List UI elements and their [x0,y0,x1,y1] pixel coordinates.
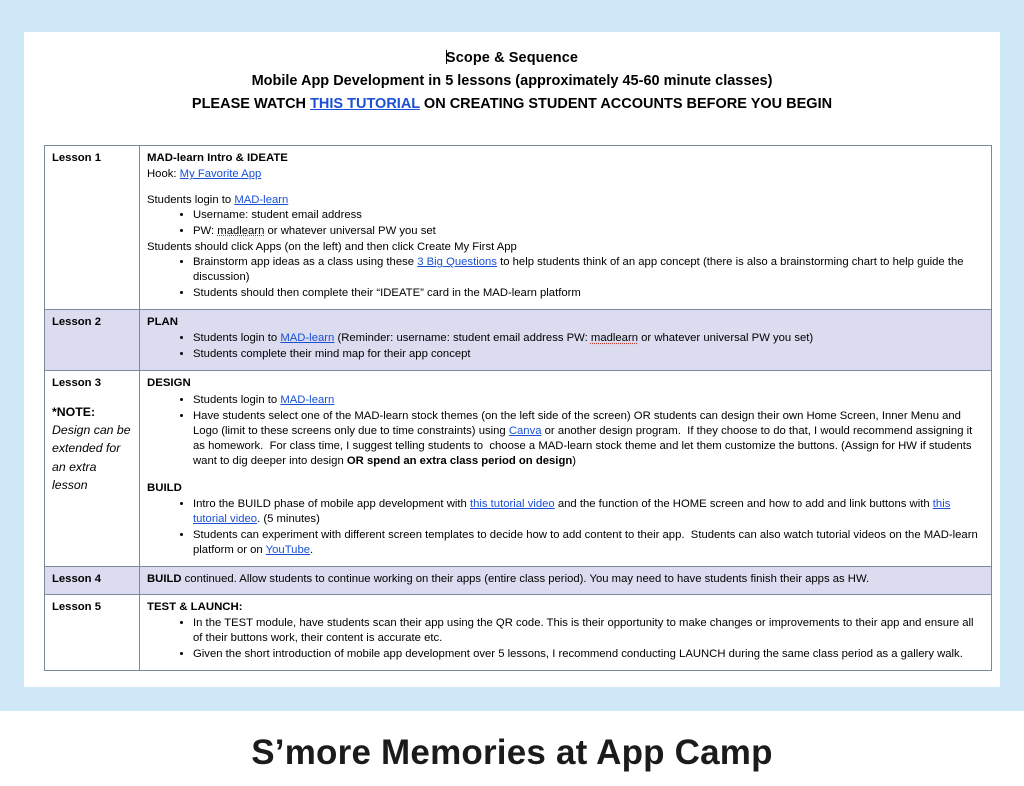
list-item-text: In the TEST module, have students scan their app using the QR code. This is their opportunity to make changes or improvements to their app and ensure all of their buttons work, their content is accurate etc. [193,617,974,645]
list-item [193,647,984,662]
spellcheck-word: madlearn [217,225,265,238]
hook-line [147,167,984,182]
table-row [45,566,992,594]
document-title-text: Scope & Sequence [445,50,579,66]
mad-learn-link[interactable]: MAD-learn [280,393,335,406]
lesson-content-cell [140,146,992,310]
section-title: MAD-learn Intro & IDEATE [147,152,288,164]
mad-learn-link[interactable]: MAD-learn [280,332,335,345]
lesson1-bullets [147,255,984,301]
table-row [45,310,992,371]
list-item: • Students can experiment with different screen templates to decide how to add content to their app. Students can also watch tutorial videos on the MAD-learn platform or on YouTube. [193,528,984,558]
document-header [24,32,1000,112]
three-big-questions-link[interactable]: 3 Big Questions [417,256,497,269]
lesson-label: Lesson 3 [52,377,101,390]
lesson-label-cell [45,310,140,371]
section-title: DESIGN [147,377,191,390]
lesson5-bullets [147,616,984,662]
scope-and-sequence-table [44,145,992,671]
lesson-label: Lesson 1 [52,152,101,164]
table-row [45,594,992,670]
apps-line: Students should click Apps (on the left) and then click Create My First App [147,241,517,254]
my-favorite-app-link[interactable]: My Favorite App [179,168,262,181]
table-row [45,146,992,310]
notice-suffix: ON CREATING STUDENT ACCOUNTS BEFORE YOU BEGIN [419,96,833,112]
list-item: • Have students select one of the MAD-learn stock themes (on the left side of the screen) OR students can design their own Home Screen, Inner Menu and Logo (limit to these screens only due to time constraints) using Canva or another design program. If they choose to do that, I would recommend assigning it as homework. For class time, I suggest telling students to choose a MAD-learn stock theme and let them customize the buttons. (Assign for HW if students want to dig deeper into design OR spend an extra class period on design) [193,409,984,469]
table-row [45,371,992,566]
lesson-label: Lesson 4 [52,572,101,585]
list-item-text: Students should then complete their “IDEATE” card in the MAD-learn platform [193,287,581,300]
notice-prefix: PLEASE WATCH [191,96,311,112]
list-item-text: Username: student email address [193,209,362,222]
canva-link[interactable]: Canva [508,424,542,437]
lesson-content-cell [140,566,992,594]
lesson-content-cell [140,594,992,670]
lesson-content-cell [140,371,992,566]
document-title [24,50,1000,66]
list-item: • PW: madlearn or whatever universal PW you set [193,224,984,239]
credentials-list [147,208,984,239]
mad-learn-link[interactable]: MAD-learn [234,194,289,207]
document-notice [24,96,1000,112]
login-line [147,193,984,208]
spellcheck-word: madlearn [590,332,639,345]
lesson2-bullets [147,331,984,362]
document-page [24,32,1000,687]
list-item-text: Given the short introduction of mobile app development over 5 lessons, I recommend conducting LAUNCH during the same class period as a gallery walk. [193,648,963,661]
hook-label: Hook: [147,168,180,181]
youtube-link[interactable]: YouTube [265,543,311,556]
this-tutorial-link[interactable]: THIS TUTORIAL [310,96,420,112]
build-bullets [147,497,984,558]
list-item [193,347,984,362]
tutorial-video-link[interactable]: this tutorial video [469,497,555,510]
document-subtitle: Mobile App Development in 5 lessons (approximately 45-60 minute classes) [251,73,773,89]
section-title: BUILD [147,481,182,494]
lesson-label: Lesson 2 [52,316,101,329]
lesson-note-text: Design can be extended for an extra lesson [52,422,131,493]
section-title: BUILD [147,572,182,585]
list-item: • Students login to MAD-learn (Reminder: username: student email address PW: madlearn or whatever universal PW you set) [193,331,984,346]
lesson-label-cell [45,566,140,594]
login-prefix: Students login to [147,194,235,207]
list-item [193,616,984,646]
lesson4-line [147,572,984,587]
spacer [147,182,984,193]
lesson4-text: continued. Allow students to continue working on their apps (entire class period). You may need to have students finish their apps as HW. [181,572,870,585]
lesson-note-label: *NOTE: [52,405,96,420]
list-item: • Intro the BUILD phase of mobile app development with this tutorial video and the function of the HOME screen and how to add and link buttons with this tutorial video. (5 minutes) [193,497,984,527]
lesson-label-cell [45,594,140,670]
tutorial-video-link-2[interactable]: this tutorial video [193,497,951,525]
lesson-label-cell [45,371,140,566]
emphasis-text: OR spend an extra class period on design [346,454,573,467]
spacer [147,470,984,481]
section-title: PLAN [147,316,179,329]
list-item: • Brainstorm app ideas as a class using these 3 Big Questions to help students think of an app concept (there is also a brainstorming chart to help guide the discussion) [193,255,984,285]
list-item [193,208,984,223]
lesson-label: Lesson 5 [52,600,101,613]
list-item-text: Students complete their mind map for their app concept [193,348,471,361]
list-item [193,286,984,301]
list-item: • Students login to MAD-learn [193,393,984,408]
design-bullets [147,393,984,469]
section-title: TEST & LAUNCH: [147,600,243,613]
lesson-label-cell [45,146,140,310]
slide-footer-title: S’more Memories at App Camp [251,733,773,772]
lesson-content-cell [140,310,992,371]
